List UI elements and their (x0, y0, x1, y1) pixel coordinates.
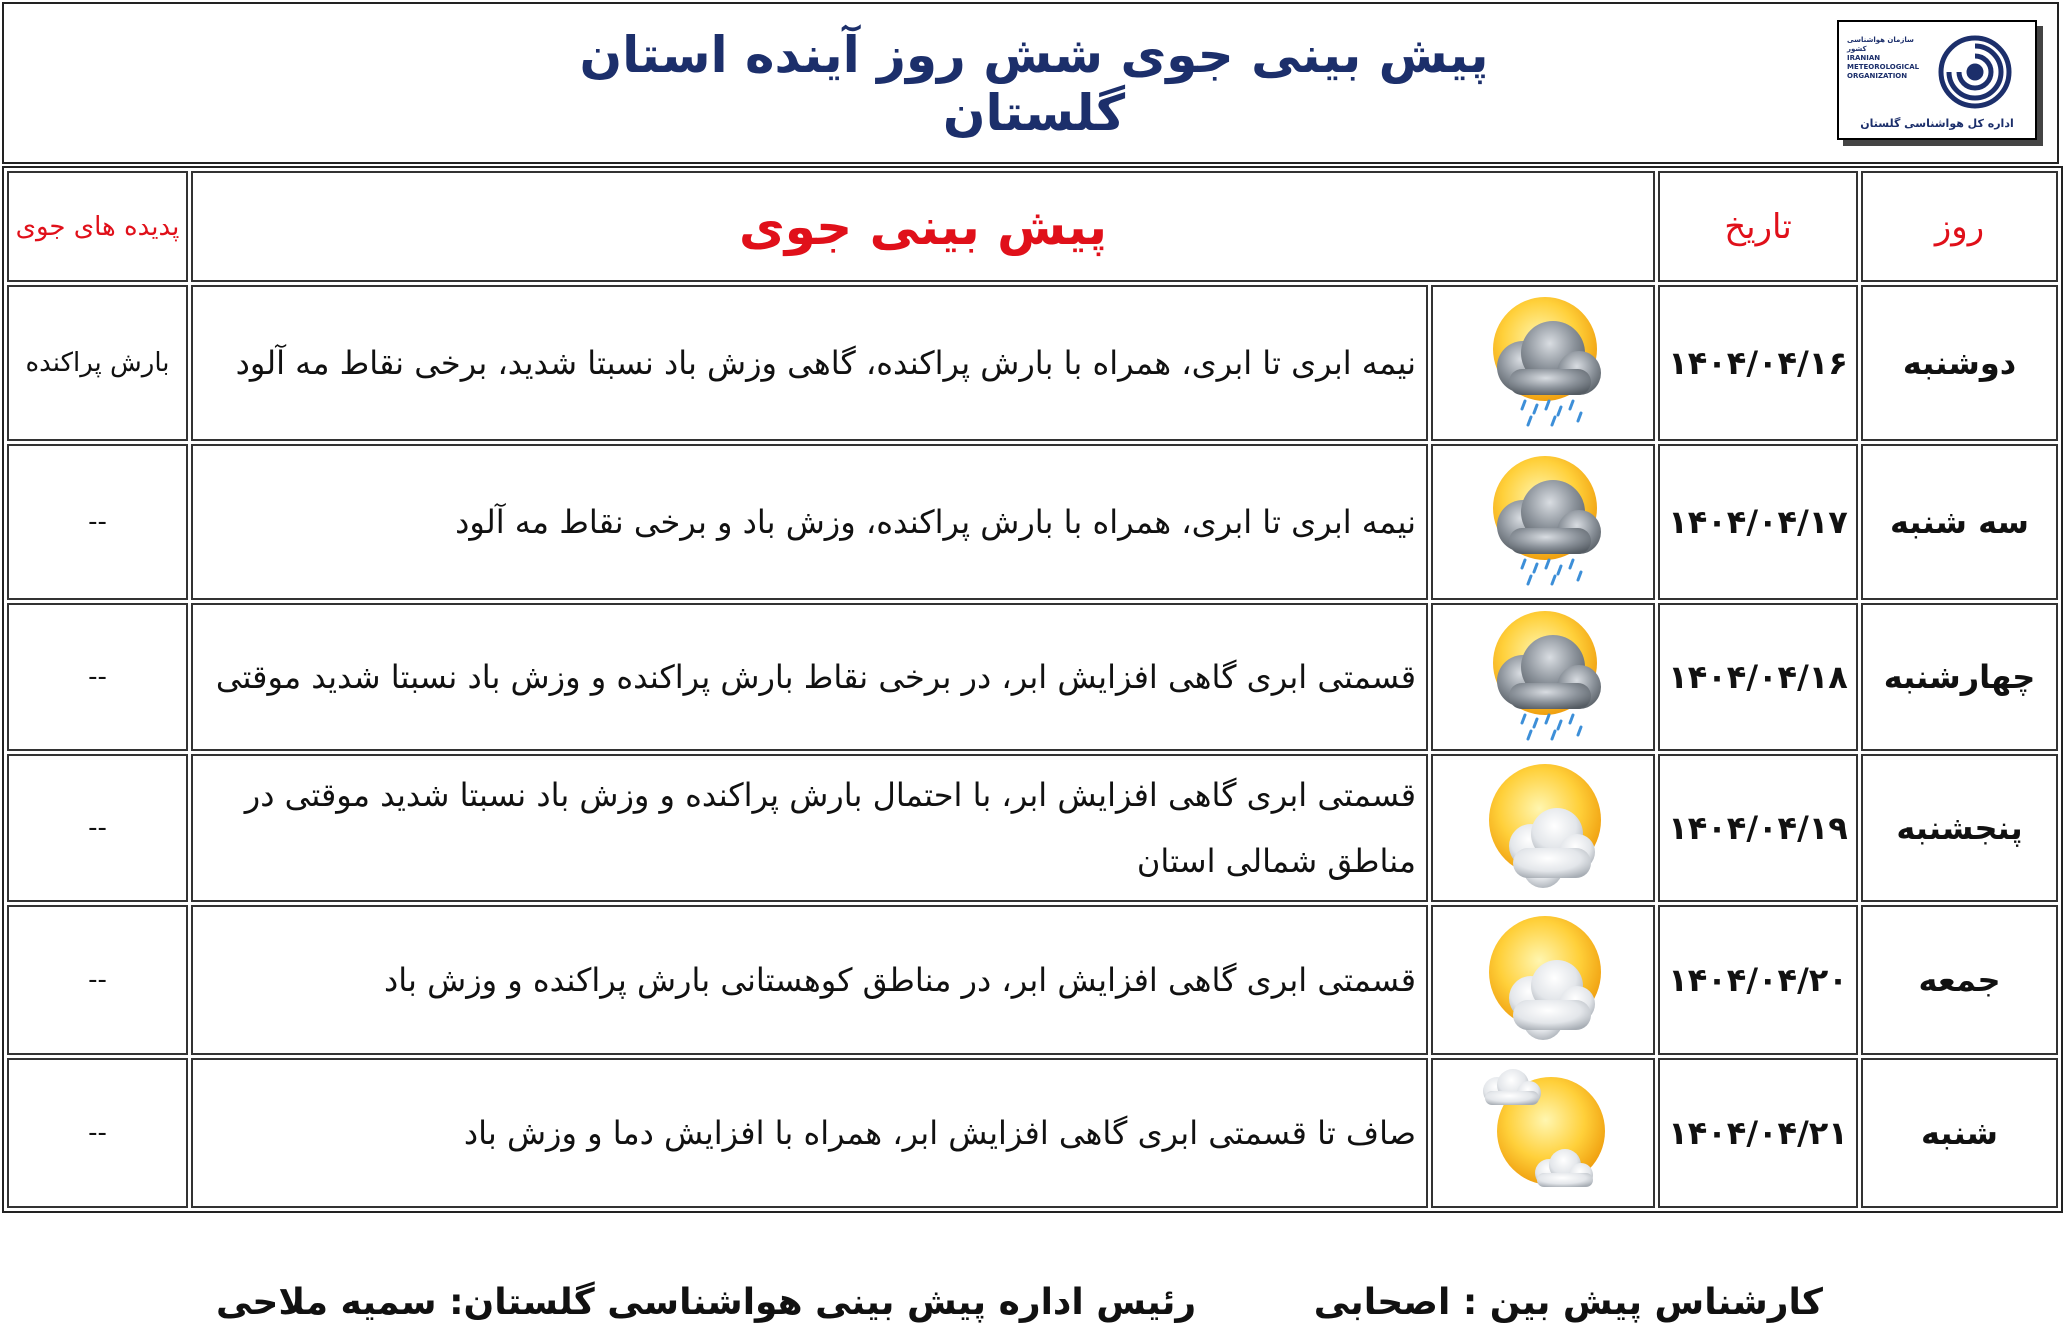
table-row (7, 754, 2058, 902)
partly-cloudy-rain-icon (1473, 291, 1613, 431)
row-day: چهارشنبه (1861, 603, 2058, 751)
row-phenomena: -- (7, 905, 188, 1055)
row-description: صاف تا قسمتی ابری گاهی افزایش ابر، همراه با افزایش دما و وزش باد (191, 1058, 1428, 1208)
row-phenomena: -- (7, 444, 188, 600)
row-description: نیمه ابری تا ابری، همراه با بارش پراکنده، وزش باد و برخی نقاط مه آلود (191, 444, 1428, 600)
forecast-table (2, 166, 2063, 1213)
header-forecast: پیش بینی جوی (191, 171, 1655, 282)
logo-caption: اداره کل هواشناسی گلستان (1860, 117, 2014, 130)
logo-org-name: سازمان هواشناسی کشور IRANIAN METEOROLOGICAL ORGANIZATION (1847, 36, 1920, 80)
partly-cloudy-rain-icon (1473, 605, 1613, 745)
table-row (7, 905, 2058, 1055)
row-phenomena: -- (7, 754, 188, 902)
row-description: نیمه ابری تا ابری، همراه با بارش پراکنده، گاهی وزش باد نسبتا شدید، برخی نقاط مه آلود (191, 285, 1428, 441)
row-phenomena: بارش پراکنده (7, 285, 188, 441)
header-date: تاریخ (1658, 171, 1858, 282)
table-row (7, 285, 2058, 441)
row-date: ۱۴۰۴/۰۴/۱۸ (1658, 603, 1858, 751)
row-icon-cell (1431, 603, 1655, 751)
row-day: پنجشنبه (1861, 754, 2058, 902)
row-phenomena: -- (7, 603, 188, 751)
row-phenomena: -- (7, 1058, 188, 1208)
row-icon-cell (1431, 1058, 1655, 1208)
sun-cloud-icon (1473, 756, 1613, 896)
forecaster-name: کارشناس پیش بین : اصحابی (1313, 1282, 1823, 1323)
row-description: قسمتی ابری گاهی افزایش ابر، با احتمال بارش پراکنده و وزش باد نسبتا شدید موقتی در مناطق شمالی استان (191, 754, 1428, 902)
partly-cloudy-rain-icon (1473, 450, 1613, 590)
row-icon-cell (1431, 444, 1655, 600)
table-row (7, 1058, 2058, 1208)
row-date: ۱۴۰۴/۰۴/۱۶ (1658, 285, 1858, 441)
logo (1837, 20, 2037, 140)
row-date: ۱۴۰۴/۰۴/۲۱ (1658, 1058, 1858, 1208)
table-header-row (7, 171, 2058, 282)
table-row (7, 444, 2058, 600)
header-phenomena: پدیده های جوی (7, 171, 188, 282)
row-icon-cell (1431, 905, 1655, 1055)
row-day: دوشنبه (1861, 285, 2058, 441)
sun-cloud-icon (1473, 908, 1613, 1048)
header-box (2, 2, 2059, 164)
logo-emblem-icon (1927, 32, 2023, 112)
row-date: ۱۴۰۴/۰۴/۱۹ (1658, 754, 1858, 902)
row-day: سه شنبه (1861, 444, 2058, 600)
row-date: ۱۴۰۴/۰۴/۱۷ (1658, 444, 1858, 600)
department-head-name: رئیس اداره پیش بینی هواشناسی گلستان: سمیه ملاحی (216, 1282, 1197, 1323)
sun-small-clouds-icon (1473, 1061, 1613, 1201)
row-icon-cell (1431, 754, 1655, 902)
row-day: شنبه (1861, 1058, 2058, 1208)
page-title: پیش بینی جوی شش روز آینده استان گلستان (579, 26, 1489, 142)
row-date: ۱۴۰۴/۰۴/۲۰ (1658, 905, 1858, 1055)
header-day: روز (1861, 171, 2058, 282)
row-description: قسمتی ابری گاهی افزایش ابر، در مناطق کوهستانی بارش پراکنده و وزش باد (191, 905, 1428, 1055)
row-day: جمعه (1861, 905, 2058, 1055)
table-row (7, 603, 2058, 751)
row-icon-cell (1431, 285, 1655, 441)
row-description: قسمتی ابری گاهی افزایش ابر، در برخی نقاط بارش پراکنده و وزش باد نسبتا شدید موقتی (191, 603, 1428, 751)
